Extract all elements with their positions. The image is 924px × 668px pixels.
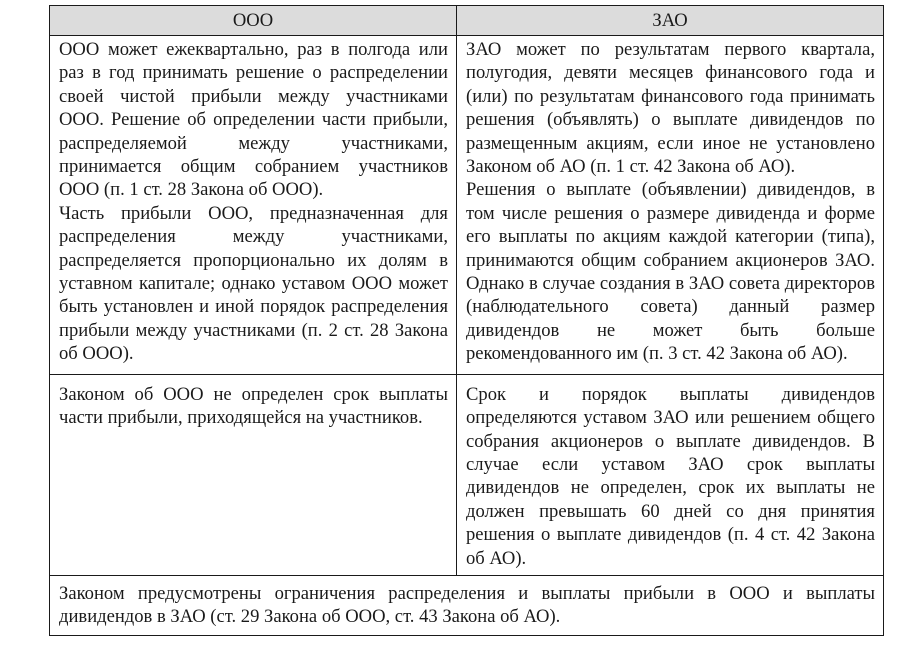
zao-paragraph-2: Решения о выплате (объявлении) дивидендов, в том числе решения о размере дивиденда и форме его выплаты по акциям каждой категории (типа), принимаются общим собранием акционеров ЗАО. Однако в случае создания в ЗАО совета директоров (наблюдательного совета) данный размер дивидендов не может быть больше рекомендованного им (п. 3 ст. 42 Закона об АО). bbox=[466, 179, 875, 365]
ooo-profit-distribution-cell bbox=[50, 36, 457, 375]
zao-paragraph-1: ЗАО может по результатам первого квартала, полугодия, девяти месяцев финансового года и (или) по результатам финансового года принимать решения (объявлять) о выплате дивидендов по размещенным акциям, если иное не установлено Законом об АО (п. 1 ст. 42 Закона об АО). bbox=[466, 39, 875, 178]
table-row bbox=[50, 374, 884, 575]
ooo-payment-term-cell: Законом об ООО не определен срок выплаты части прибыли, приходящейся на участников. bbox=[50, 374, 457, 575]
header-ooo: ООО bbox=[50, 6, 457, 36]
ooo-paragraph-1: ООО может ежеквартально, раз в полгода или раз в год принимать решение о распределении своей чистой прибыли между участниками ООО. Решение об определении части прибыли, распределяемой между участниками, принимается общим собранием участников ООО (п. 1 ст. 28 Закона об ООО). bbox=[59, 39, 448, 201]
restrictions-cell: Законом предусмотрены ограничения распределения и выплаты прибыли в ООО и выплаты дивидендов в ЗАО (ст. 29 Закона об ООО, ст. 43 Закона об АО). bbox=[50, 575, 884, 635]
ooo-paragraph-2: Часть прибыли ООО, предназначенная для распределения между участниками, распределяется пропорционально их долям в уставном капитале; однако уставом ООО может быть установлен и иной порядок распределения прибыли между участниками (п. 2 ст. 28 Закона об ООО). bbox=[59, 202, 448, 365]
table-row bbox=[50, 575, 884, 635]
comparison-table bbox=[49, 5, 884, 636]
zao-payment-term-cell: Срок и порядок выплаты дивидендов определяются уставом ЗАО или решением общего собрания акционеров о выплате дивидендов. В случае если уставом ЗАО срок выплаты дивидендов не определен, срок их выплаты не должен превышать 60 дней со дня принятия решения о выплате дивидендов (п. 4 ст. 42 Закона об АО). bbox=[457, 374, 884, 575]
table-header-row bbox=[50, 6, 884, 36]
header-zao: ЗАО bbox=[457, 6, 884, 36]
table-row bbox=[50, 36, 884, 375]
zao-dividend-cell bbox=[457, 36, 884, 375]
document-page bbox=[49, 5, 883, 636]
